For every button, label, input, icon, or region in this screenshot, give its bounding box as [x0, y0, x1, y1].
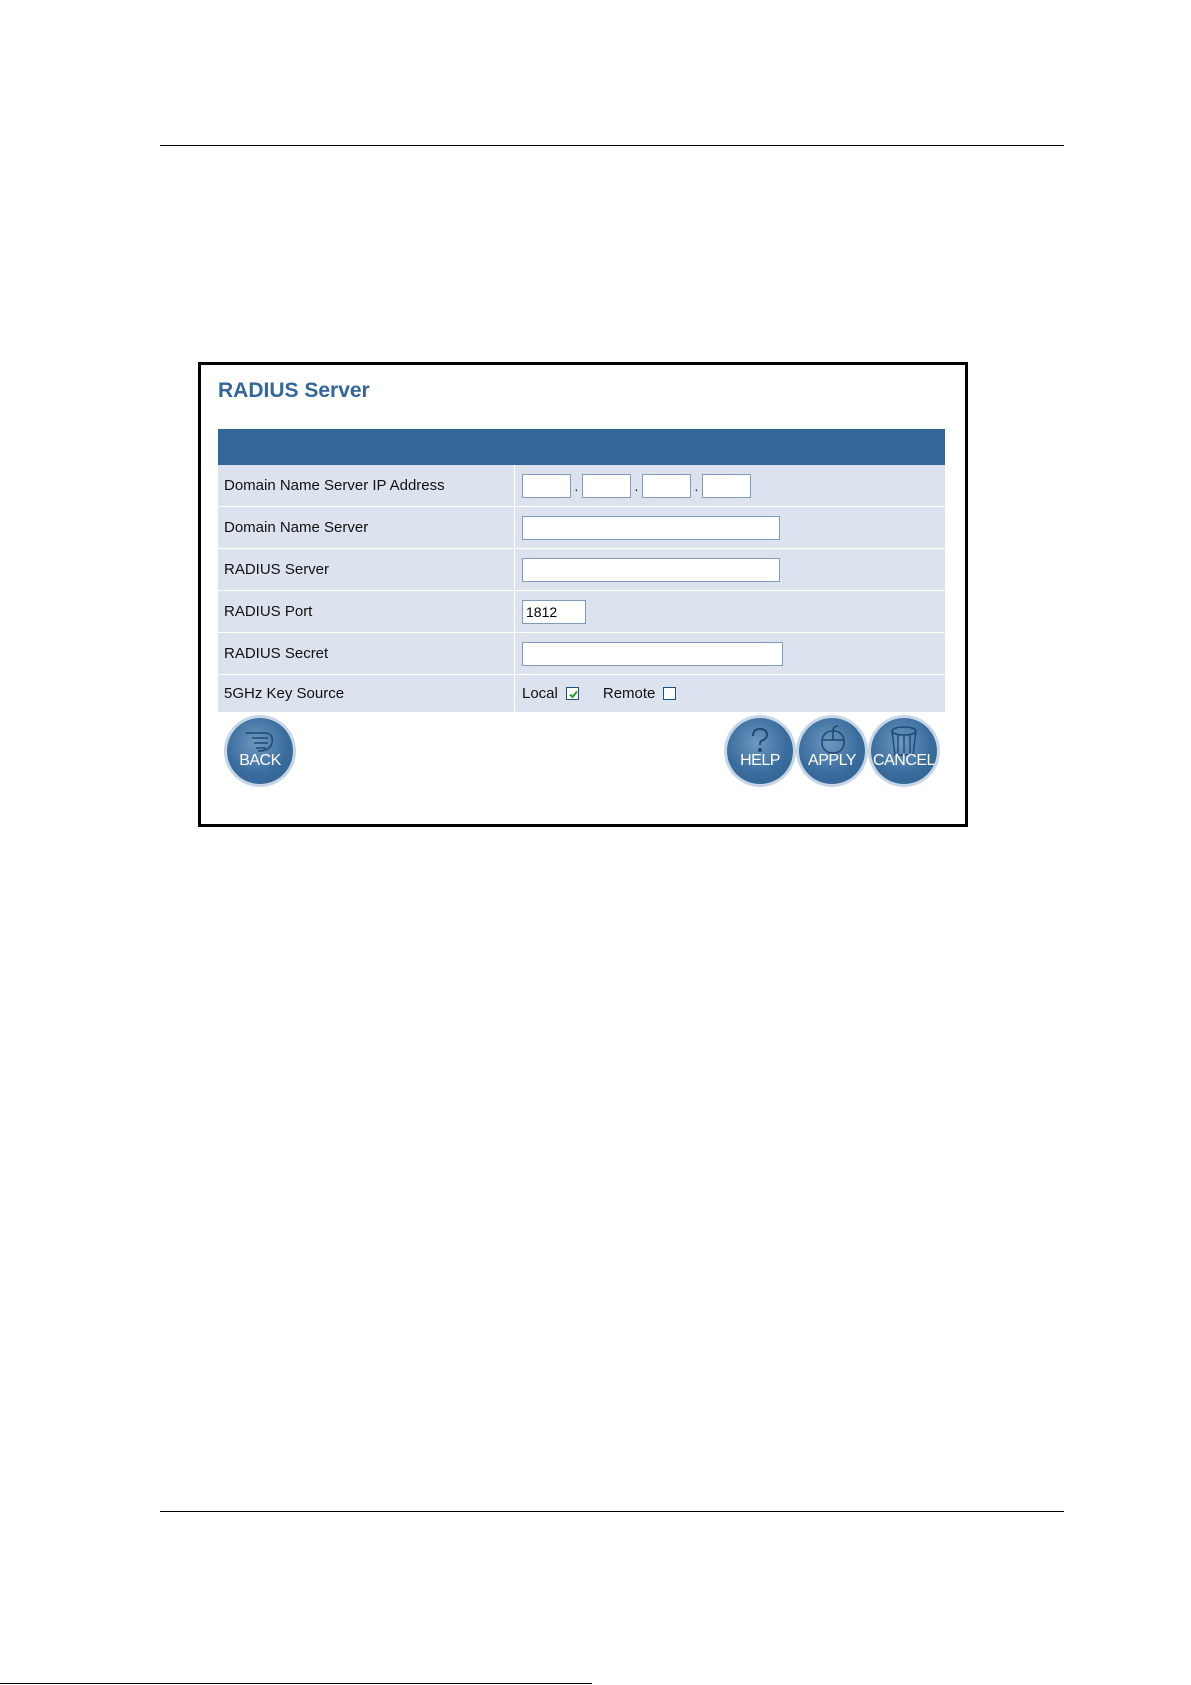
row-dns	[218, 507, 945, 549]
ip-dot-3: .	[694, 477, 699, 494]
dns-ip-octet-2[interactable]	[582, 474, 631, 498]
radius-server-label: RADIUS Server	[218, 549, 515, 590]
apply-label: APPLY	[808, 752, 856, 769]
key-source-label: 5GHz Key Source	[218, 675, 515, 712]
row-radius-port	[218, 591, 945, 633]
back-button[interactable]	[227, 718, 293, 784]
radius-server-panel	[198, 362, 968, 827]
apply-button[interactable]	[799, 718, 865, 784]
local-checkbox[interactable]	[566, 687, 579, 700]
radius-secret-input[interactable]	[522, 642, 783, 666]
ip-dot-2: .	[634, 477, 639, 494]
pointing-hand-icon	[244, 725, 278, 755]
page-top-rule	[160, 145, 1064, 146]
help-label: HELP	[740, 752, 780, 769]
page-bottom-rule	[160, 1511, 1064, 1512]
dns-ip-octet-1[interactable]	[522, 474, 571, 498]
row-key-source	[218, 675, 945, 712]
radius-server-input[interactable]	[522, 558, 780, 582]
row-radius-secret	[218, 633, 945, 675]
check-icon	[568, 689, 579, 700]
dns-input[interactable]	[522, 516, 780, 540]
ip-dot-1: .	[574, 477, 579, 494]
settings-table	[218, 465, 945, 712]
radius-port-input[interactable]	[522, 600, 586, 624]
remote-checkbox[interactable]	[663, 687, 676, 700]
cancel-label: CANCEL	[873, 752, 935, 769]
local-label: Local	[522, 685, 558, 702]
page-title: RADIUS Server	[218, 379, 370, 402]
radius-secret-label: RADIUS Secret	[218, 633, 515, 674]
remote-label: Remote	[602, 685, 656, 702]
cancel-button[interactable]	[871, 718, 937, 784]
dns-ip-octet-3[interactable]	[642, 474, 691, 498]
dns-label: Domain Name Server	[218, 507, 515, 548]
row-dns-ip	[218, 465, 945, 507]
dns-ip-octet-4[interactable]	[702, 474, 751, 498]
table-header-bar	[218, 429, 945, 465]
footnote-rule	[0, 1683, 592, 1684]
help-button[interactable]	[727, 718, 793, 784]
dns-ip-label: Domain Name Server IP Address	[218, 465, 515, 506]
row-radius-server	[218, 549, 945, 591]
radius-port-label: RADIUS Port	[218, 591, 515, 632]
back-label: BACK	[239, 752, 281, 769]
dns-ip-field-group	[515, 465, 945, 506]
